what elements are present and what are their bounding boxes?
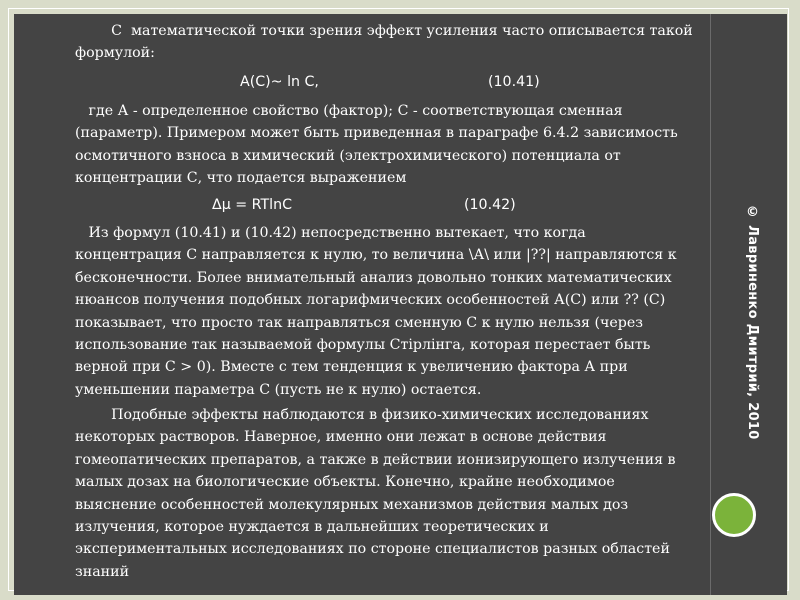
paragraph-4-line: излучения, которое нуждается в дальнейших теоретических и	[75, 519, 549, 536]
paragraph-3-line: показывает, что просто так направляться сменную С к нулю нельзя (через	[75, 314, 644, 331]
paragraph-4-line: малых дозах на биологические объекты. Конечно, крайне необходимое	[75, 474, 615, 491]
paragraph-3-line: использование так называемой формулы Стірлінга, которая перестает быть	[75, 337, 651, 354]
paragraph-4-line: экспериментальных исследованиях по стороне специалистов разных областей	[75, 541, 670, 558]
formula-1-number: (10.41)	[488, 74, 540, 90]
paragraph-3-line: верной при С > 0). Вместе с тем тенденция к увеличению фактора А при	[75, 359, 628, 376]
paragraph-2-line: где А - определенное свойство (фактор); С - соответствующая сменная	[75, 103, 623, 119]
paragraph-3-line: Из формул (10.41) и (10.42) непосредственно вытекает, что когда	[75, 225, 586, 241]
paragraph-4	[75, 404, 695, 583]
paragraph-3-line: концентрация С направляется к нулю, то величина \А\ или |??| направляются к	[75, 247, 677, 264]
paragraph-4-line: выяснение особенностей молекулярных механизмов действия малых доз	[75, 496, 629, 513]
paragraph-1-line: формулой:	[75, 45, 155, 62]
green-circle-decoration	[712, 493, 756, 537]
paragraph-1-line: С математической точки зрения эффект усиления часто описывается такой	[75, 23, 693, 39]
paragraph-3-line: уменьшении параметра С (пусть не к нулю) остается.	[75, 381, 482, 398]
copyright-text: © Лавриненко Дмитрий, 2010	[745, 205, 760, 440]
paragraph-3-line: бесконечности. Более внимательный анализ довольно тонких математических	[75, 269, 672, 286]
paragraph-3-line: нюансов получения подобных логарифмических особенностей А(С) или ?? (С)	[75, 292, 666, 309]
paragraph-4-line: знаний	[75, 563, 130, 580]
paragraph-2-line: концентрации С, что подается выражением	[75, 170, 407, 187]
band-divider	[710, 14, 711, 595]
paragraph-3	[75, 222, 695, 401]
formula-2-number: (10.42)	[464, 197, 516, 213]
paragraph-2-line: (параметр). Примером может быть приведенная в параграфе 6.4.2 зависимость	[75, 125, 678, 142]
formula-2-expression: Δμ = RTlnC	[212, 197, 292, 213]
formula-1-expression: A(C)~ ln C,	[240, 74, 319, 90]
paragraph-2-line: осмотичного взноса в химический (электрохимического) потенциала от	[75, 147, 621, 164]
paragraph-2	[75, 100, 695, 190]
paragraph-4-line: гомеопатических препаратов, а также в действии ионизирующего излучения в	[75, 451, 676, 468]
paragraph-4-line: некоторых растворов. Наверное, именно они лежат в основе действия	[75, 429, 607, 446]
slide-body	[75, 20, 695, 65]
paragraph-4-line: Подобные эффекты наблюдаются в физико-химических исследованиях	[75, 407, 649, 423]
